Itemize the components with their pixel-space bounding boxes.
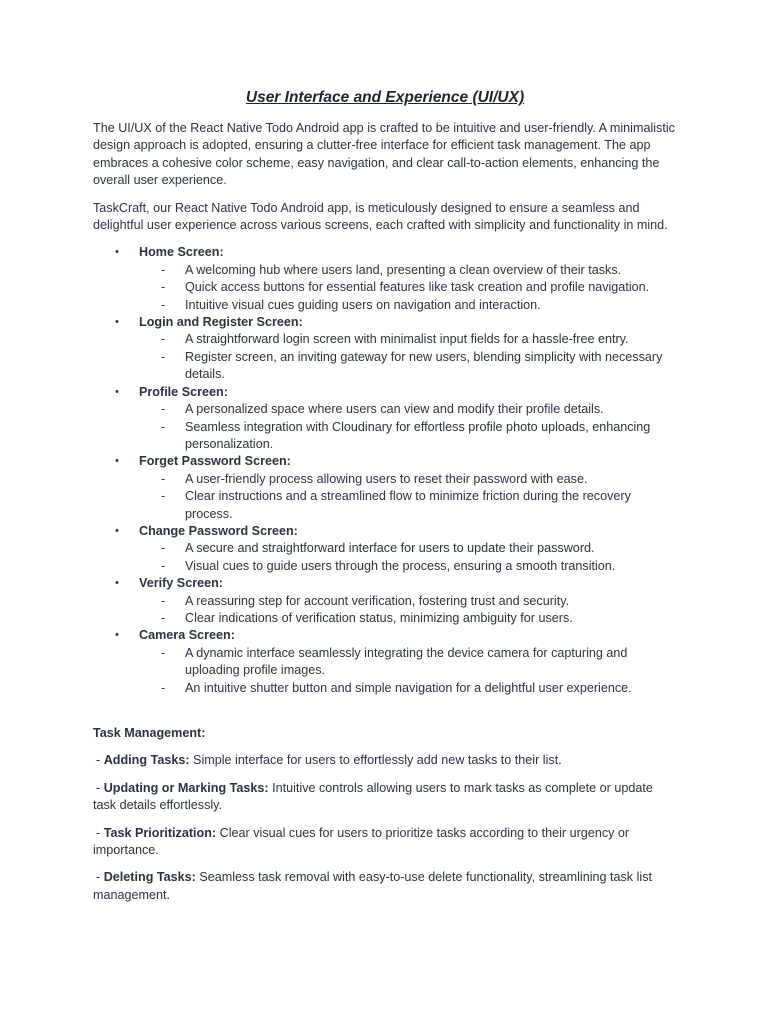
screen-point bbox=[139, 471, 677, 488]
dash-icon: - bbox=[161, 332, 166, 347]
screen-name: Profile Screen: bbox=[139, 384, 228, 399]
task-management-label: Updating or Marking Tasks: bbox=[103, 780, 269, 795]
bullet-icon: • bbox=[115, 577, 119, 590]
screen-point-text: Register screen, an inviting gateway for new users, blending simplicity with necessary details. bbox=[185, 349, 663, 382]
screen-name: Verify Screen: bbox=[139, 576, 224, 591]
task-management-item bbox=[93, 825, 677, 860]
bullet-icon: • bbox=[115, 629, 119, 642]
dash-icon: - bbox=[161, 489, 166, 504]
bullet-icon: • bbox=[115, 246, 119, 259]
dash-icon: - bbox=[161, 593, 166, 608]
task-management-list bbox=[93, 752, 677, 904]
screen-points bbox=[139, 331, 677, 383]
screen-name: Change Password Screen: bbox=[139, 523, 298, 538]
screen-points bbox=[139, 401, 677, 453]
screen-point bbox=[139, 680, 677, 697]
screen-point bbox=[139, 610, 677, 627]
task-management-label: Task Prioritization: bbox=[103, 825, 217, 840]
screen-point bbox=[139, 540, 677, 557]
bullet-icon: • bbox=[115, 524, 119, 537]
screen-point bbox=[139, 488, 677, 523]
dash-icon: - bbox=[161, 349, 166, 364]
screen-point bbox=[139, 558, 677, 575]
dash-icon: - bbox=[161, 471, 166, 486]
screen-item bbox=[93, 453, 677, 523]
screen-name: Home Screen: bbox=[139, 245, 224, 260]
screens-list bbox=[93, 244, 677, 697]
screen-point bbox=[139, 401, 677, 418]
screen-point-text: Clear instructions and a streamlined flow to minimize friction during the recovery process. bbox=[185, 489, 631, 521]
screen-point-text: Seamless integration with Cloudinary for effortless profile photo uploads, enhancing personalization. bbox=[185, 419, 651, 451]
screen-item bbox=[93, 314, 677, 384]
task-management-label: Deleting Tasks: bbox=[103, 870, 196, 885]
screen-point-text: Visual cues to guide users through the process, ensuring a smooth transition. bbox=[185, 558, 616, 573]
screen-point bbox=[139, 349, 677, 384]
dash-icon: - bbox=[161, 280, 166, 295]
screen-point-text: A straightforward login screen with minimalist input fields for a hassle-free entry. bbox=[185, 332, 629, 347]
screen-points bbox=[139, 645, 677, 697]
dash-icon: - bbox=[161, 541, 166, 556]
screen-point bbox=[139, 593, 677, 610]
screen-points bbox=[139, 262, 677, 314]
dash-icon: - bbox=[161, 297, 166, 312]
task-management-text: Seamless task removal with easy-to-use delete functionality, streamlining task list management. bbox=[93, 870, 652, 902]
dash-icon: - bbox=[161, 262, 166, 277]
document-title: User Interface and Experience (UI/UX) bbox=[245, 89, 525, 106]
screen-point-text: An intuitive shutter button and simple navigation for a delightful user experience. bbox=[185, 680, 632, 695]
intro-paragraph-1: The UI/UX of the React Native Todo Android app is crafted to be intuitive and user-friendly. A minimalistic design approach is adopted, ensuring a clutter-free interface for efficient task management. The app embraces a cohesive color scheme, easy navigation, and clear call-to-action elements, enhancing the overall user experience. bbox=[93, 121, 675, 188]
dash-icon: - bbox=[161, 558, 166, 573]
bullet-icon: • bbox=[115, 316, 119, 329]
task-management-item bbox=[93, 869, 677, 904]
screen-point-text: A dynamic interface seamlessly integrating the device camera for capturing and uploading profile images. bbox=[185, 645, 628, 678]
dash-icon: - bbox=[161, 680, 166, 695]
dash-icon: - bbox=[96, 825, 101, 840]
document-page bbox=[93, 88, 677, 914]
dash-icon: - bbox=[96, 780, 101, 795]
dash-icon: - bbox=[161, 419, 166, 434]
screen-point-text: Intuitive visual cues guiding users on navigation and interaction. bbox=[185, 297, 541, 312]
screen-item bbox=[93, 523, 677, 575]
screen-point-text: A welcoming hub where users land, presenting a clean overview of their tasks. bbox=[185, 262, 622, 277]
screen-points bbox=[139, 593, 677, 628]
task-management-text: Intuitive controls allowing users to mark tasks as complete or update task details effortlessly. bbox=[93, 780, 653, 813]
intro-paragraph-2: TaskCraft, our React Native Todo Android app, is meticulously designed to ensure a seamless and delightful user experience across various screens, each crafted with simplicity and functionality in mind. bbox=[93, 200, 668, 233]
screen-point-text: A personalized space where users can view and modify their profile details. bbox=[185, 402, 604, 417]
screen-point-text: A user-friendly process allowing users to reset their password with ease. bbox=[185, 471, 588, 486]
screen-point-text: A reassuring step for account verification, fostering trust and security. bbox=[185, 593, 570, 608]
screen-name: Camera Screen: bbox=[139, 628, 235, 643]
screen-item bbox=[93, 627, 677, 697]
screen-item bbox=[93, 575, 677, 627]
bullet-icon: • bbox=[115, 385, 119, 398]
task-management-heading: Task Management: bbox=[93, 726, 206, 740]
screen-name: Login and Register Screen: bbox=[139, 315, 303, 330]
task-management-item bbox=[93, 752, 677, 769]
screen-name: Forget Password Screen: bbox=[139, 454, 291, 469]
screen-points bbox=[139, 471, 677, 523]
task-management-item bbox=[93, 780, 677, 815]
screen-point-text: Quick access buttons for essential features like task creation and profile navigation. bbox=[185, 280, 650, 295]
bullet-icon: • bbox=[115, 455, 119, 468]
screen-point bbox=[139, 419, 677, 454]
screen-point bbox=[139, 297, 677, 314]
screen-point bbox=[139, 331, 677, 348]
screen-item bbox=[93, 384, 677, 454]
task-management-text: Simple interface for users to effortlessly add new tasks to their list. bbox=[189, 753, 562, 768]
dash-icon: - bbox=[96, 870, 101, 885]
screen-point-text: Clear indications of verification status, minimizing ambiguity for users. bbox=[185, 610, 573, 625]
task-management-text: Clear visual cues for users to prioritize tasks according to their urgency or importance. bbox=[93, 825, 630, 858]
dash-icon: - bbox=[161, 645, 166, 660]
screen-item bbox=[93, 244, 677, 314]
screen-point bbox=[139, 262, 677, 279]
dash-icon: - bbox=[96, 753, 101, 768]
screen-point-text: A secure and straightforward interface for users to update their password. bbox=[185, 541, 595, 556]
task-management-label: Adding Tasks: bbox=[103, 753, 190, 768]
dash-icon: - bbox=[161, 402, 166, 417]
screen-point bbox=[139, 645, 677, 680]
screen-point bbox=[139, 279, 677, 296]
dash-icon: - bbox=[161, 610, 166, 625]
screen-points bbox=[139, 540, 677, 575]
